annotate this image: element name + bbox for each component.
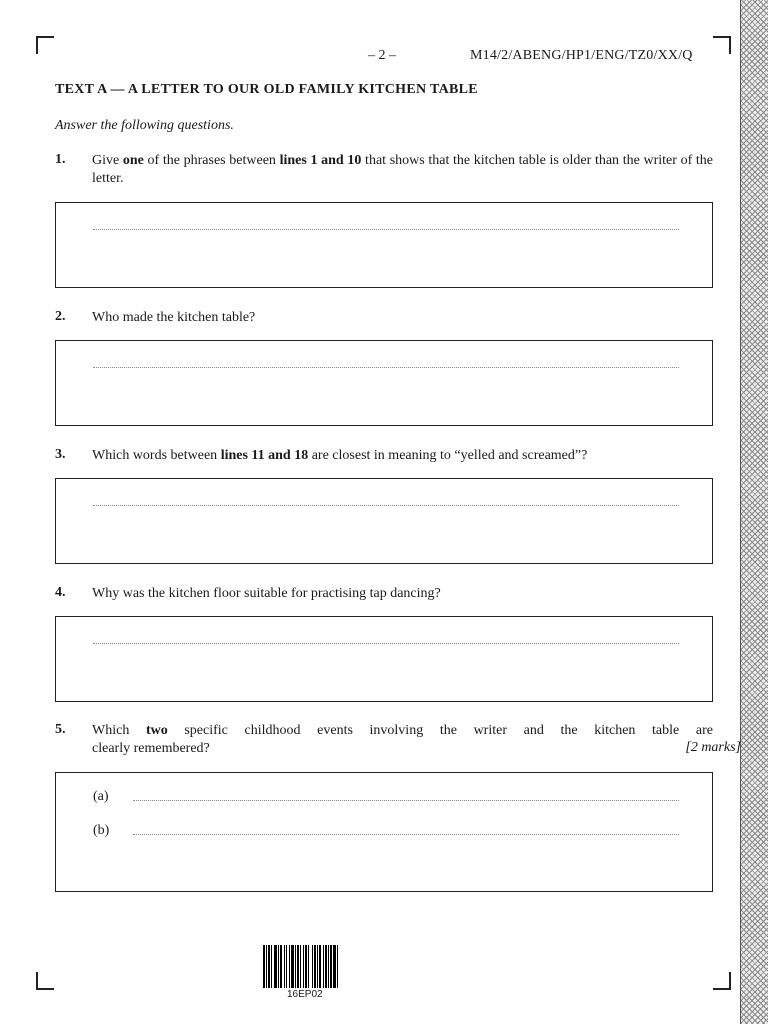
crop-mark-bottom-right — [713, 972, 731, 990]
answer-box-5[interactable] — [55, 772, 713, 892]
answer-line[interactable] — [93, 505, 679, 506]
answer-box-4[interactable] — [55, 616, 713, 702]
answer-line-b[interactable] — [133, 834, 679, 835]
crop-mark-top-left — [36, 36, 54, 54]
barcode — [263, 945, 358, 988]
question-5-text — [92, 722, 713, 758]
page-number: – 2 – — [368, 48, 396, 63]
answer-line[interactable] — [93, 229, 679, 230]
section-title: TEXT A — A LETTER TO OUR OLD FAMILY KITCHEN TABLE — [55, 82, 478, 97]
crop-mark-bottom-left — [36, 972, 54, 990]
answer-box-2[interactable] — [55, 340, 713, 426]
marks-label: [2 marks] — [685, 740, 741, 755]
answer-box-3[interactable] — [55, 478, 713, 564]
question-1-number: 1. — [55, 152, 66, 167]
question-3-text: Which words between lines 11 and 18 are closest in meaning to “yelled and screamed”? — [92, 448, 588, 463]
barcode-label: 16EP02 — [287, 989, 323, 1000]
crop-mark-top-right — [713, 36, 731, 54]
question-3-number: 3. — [55, 447, 66, 462]
barcode-bar — [338, 945, 340, 988]
sub-label-b: (b) — [93, 823, 110, 838]
answer-box-1[interactable] — [55, 202, 713, 288]
question-5-number: 5. — [55, 722, 66, 737]
answer-line[interactable] — [93, 643, 679, 644]
question-4-text: Why was the kitchen floor suitable for practising tap dancing? — [92, 586, 441, 601]
question-5-line-1: Which two specific childhood events involving the writer and the kitchen table are — [92, 723, 713, 738]
answer-line-a[interactable] — [133, 800, 679, 801]
question-1-text: Give one of the phrases between lines 1 and 10 that shows that the kitchen table is older than the writer of the letter. — [92, 153, 714, 186]
paper-code: M14/2/ABENG/HP1/ENG/TZ0/XX/Q — [470, 48, 693, 63]
question-2-number: 2. — [55, 309, 66, 324]
question-2-text: Who made the kitchen table? — [92, 310, 256, 325]
answer-line[interactable] — [93, 367, 679, 368]
question-5-line-2: clearly remembered? — [92, 741, 210, 756]
instruction-text: Answer the following questions. — [55, 118, 234, 133]
sub-label-a: (a) — [93, 789, 109, 804]
question-4-number: 4. — [55, 585, 66, 600]
page-edge-pattern — [740, 0, 768, 1024]
